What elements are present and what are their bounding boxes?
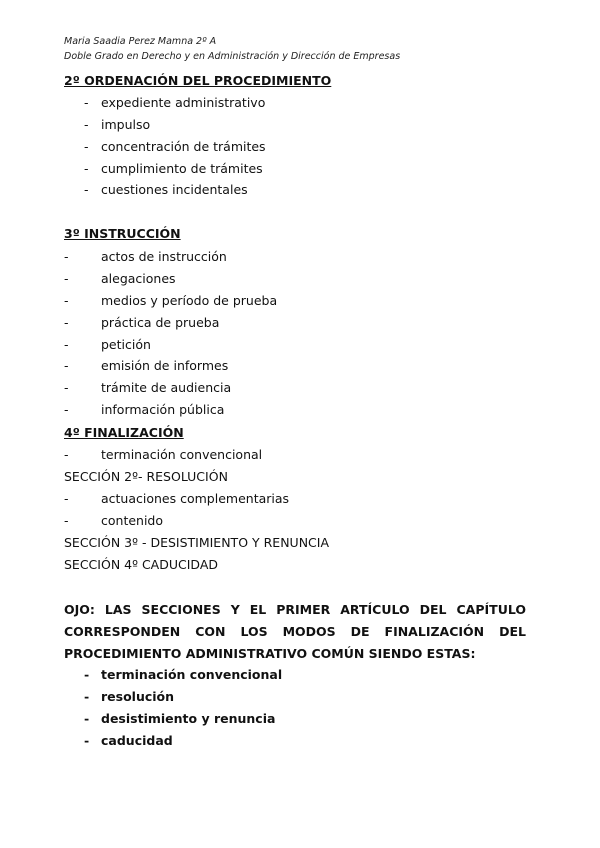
list-item: actos de instrucción [101, 249, 227, 264]
list-dash: - [84, 139, 89, 154]
list-item: actuaciones complementarias [101, 491, 290, 506]
list-item: petición [101, 337, 151, 352]
list-item: alegaciones [101, 271, 176, 286]
list-item: terminación convencional [101, 667, 283, 682]
note-paragraph: OJO: LAS SECCIONES Y EL PRIMER ARTÍCULO DEL CAPÍTULO CORRESPONDEN CON LOS MODOS DE FINALIZACIÓN DEL PROCEDIMIENTO ADMINISTRATIVO COMÚN SIENDO ESTAS: [64, 602, 526, 661]
list-dash: - [64, 358, 69, 373]
list-dash: - [64, 402, 69, 417]
header-author: Maria Saadia Perez Mamna 2º A [64, 36, 217, 47]
list-dash: - [64, 447, 69, 462]
list-dash: - [84, 182, 89, 197]
list-dash: - [64, 337, 69, 352]
list-item: terminación convencional [101, 447, 263, 462]
list-dash: - [64, 380, 69, 395]
list-dash: - [84, 733, 90, 748]
list-dash: - [64, 315, 69, 330]
list-item: impulso [101, 117, 151, 132]
list-item: trámite de audiencia [101, 380, 232, 395]
section-3-title: 3º INSTRUCCIÓN [64, 226, 181, 241]
list-item: cumplimiento de trámites [101, 161, 263, 176]
section-4-title: 4º FINALIZACIÓN [64, 425, 184, 440]
list-item: desistimiento y renuncia [101, 711, 276, 726]
subsection-resolucion: SECCIÓN 2º- RESOLUCIÓN [64, 469, 228, 484]
list-dash: - [64, 513, 69, 528]
list-item: información pública [101, 402, 225, 417]
list-item: cuestiones incidentales [101, 182, 248, 197]
list-dash: - [84, 667, 90, 682]
list-item: emisión de informes [101, 358, 229, 373]
list-dash: - [84, 95, 89, 110]
subsection-caducidad: SECCIÓN 4º CADUCIDAD [64, 557, 219, 572]
list-item: medios y período de prueba [101, 293, 278, 308]
subsection-desistimiento: SECCIÓN 3º - DESISTIMIENTO Y RENUNCIA [64, 535, 330, 550]
header-degree: Doble Grado en Derecho y en Administración y Dirección de Empresas [64, 51, 401, 62]
list-dash: - [84, 117, 89, 132]
list-item: contenido [101, 513, 164, 528]
list-dash: - [84, 711, 90, 726]
list-item: expediente administrativo [101, 95, 266, 110]
list-dash: - [64, 491, 69, 506]
list-dash: - [64, 293, 69, 308]
list-item: resolución [101, 689, 175, 704]
list-dash: - [84, 161, 89, 176]
list-item: caducidad [101, 733, 173, 748]
list-dash: - [64, 271, 69, 286]
list-dash: - [84, 689, 90, 704]
section-2-title: 2º ORDENACIÓN DEL PROCEDIMIENTO [64, 73, 332, 88]
list-item: práctica de prueba [101, 315, 220, 330]
list-dash: - [64, 249, 69, 264]
list-item: concentración de trámites [101, 139, 266, 154]
